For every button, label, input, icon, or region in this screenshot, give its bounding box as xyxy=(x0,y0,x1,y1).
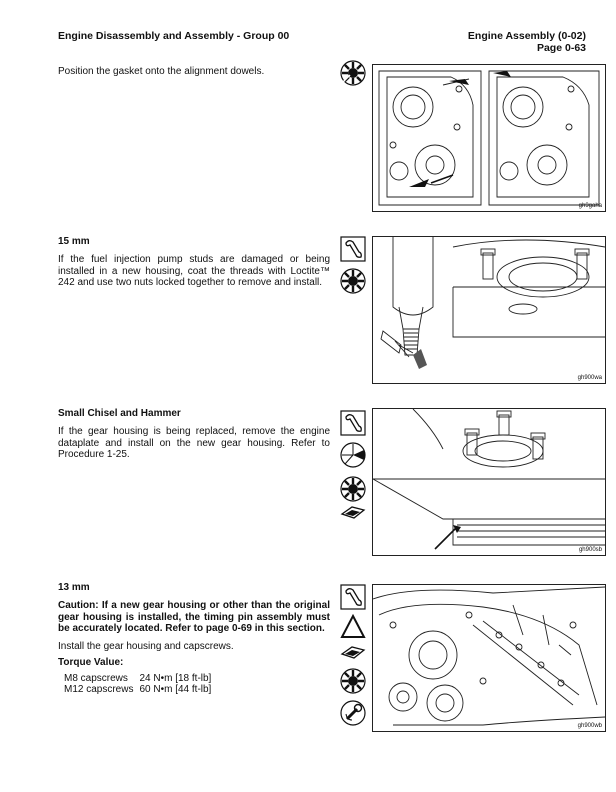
step4-text: Install the gear housing and capscrews. xyxy=(58,641,234,652)
step1-text: Position the gasket onto the alignment dowels. xyxy=(58,66,265,77)
page-header-left: Engine Disassembly and Assembly - Group 00 xyxy=(58,30,290,42)
figure-gasket-dowels xyxy=(372,64,606,212)
section-title: Engine Assembly (0-02) xyxy=(467,30,586,42)
step2-text: If the fuel injection pump studs are damaged or being installed in a new housing, coat the threads with Loctite™ 242 and use two nuts locked together to remove and install. xyxy=(58,254,330,288)
torque-item: M12 capscrews xyxy=(64,684,134,695)
torque-value: 24 N•m [18 ft-lb] xyxy=(139,673,212,684)
gasket-icon xyxy=(340,504,366,522)
wrench-icon xyxy=(340,410,366,436)
figure-label: gh900wa xyxy=(577,375,602,381)
figure-gear-housing-capscrews xyxy=(372,584,606,732)
torque-heading: Torque Value: xyxy=(58,657,124,668)
install-gear-icon xyxy=(340,60,366,86)
step3-tool: Small Chisel and Hammer xyxy=(58,408,181,419)
remove-gear-icon xyxy=(340,442,366,468)
install-gear-icon xyxy=(340,476,366,502)
torque-item: M8 capscrews xyxy=(64,673,128,684)
figure-label: gh900wb xyxy=(577,723,602,729)
wrench-icon xyxy=(340,236,366,262)
install-gear-icon xyxy=(340,268,366,294)
figure-injection-pump-studs xyxy=(372,236,606,384)
torque-value: 60 N•m [44 ft-lb] xyxy=(139,684,212,695)
page-number: Page 0-63 xyxy=(536,42,586,54)
figure-engine-dataplate xyxy=(372,408,606,556)
step4-tool: 13 mm xyxy=(58,582,90,593)
table-row xyxy=(64,673,217,684)
caution-triangle-icon xyxy=(340,614,366,640)
torque-wrench-icon xyxy=(340,700,366,726)
install-gear-icon xyxy=(340,668,366,694)
figure-label: gh9gaha xyxy=(578,203,602,209)
table-row xyxy=(64,684,217,695)
torque-table xyxy=(64,673,217,695)
wrench-icon xyxy=(340,584,366,610)
caution-text: Caution: If a new gear housing or other than the original gear housing is installed, the timing pin assembly must be accurately located. Refer to page 0-69 in this section. xyxy=(58,600,330,634)
figure-label: gh900sb xyxy=(578,547,602,553)
gasket-icon xyxy=(340,644,366,662)
step3-text: If the gear housing is being replaced, remove the engine dataplate and install on the new gear housing. Refer to Procedure 1-25. xyxy=(58,426,330,460)
step2-tool: 15 mm xyxy=(58,236,90,247)
page-header-right xyxy=(468,30,586,54)
